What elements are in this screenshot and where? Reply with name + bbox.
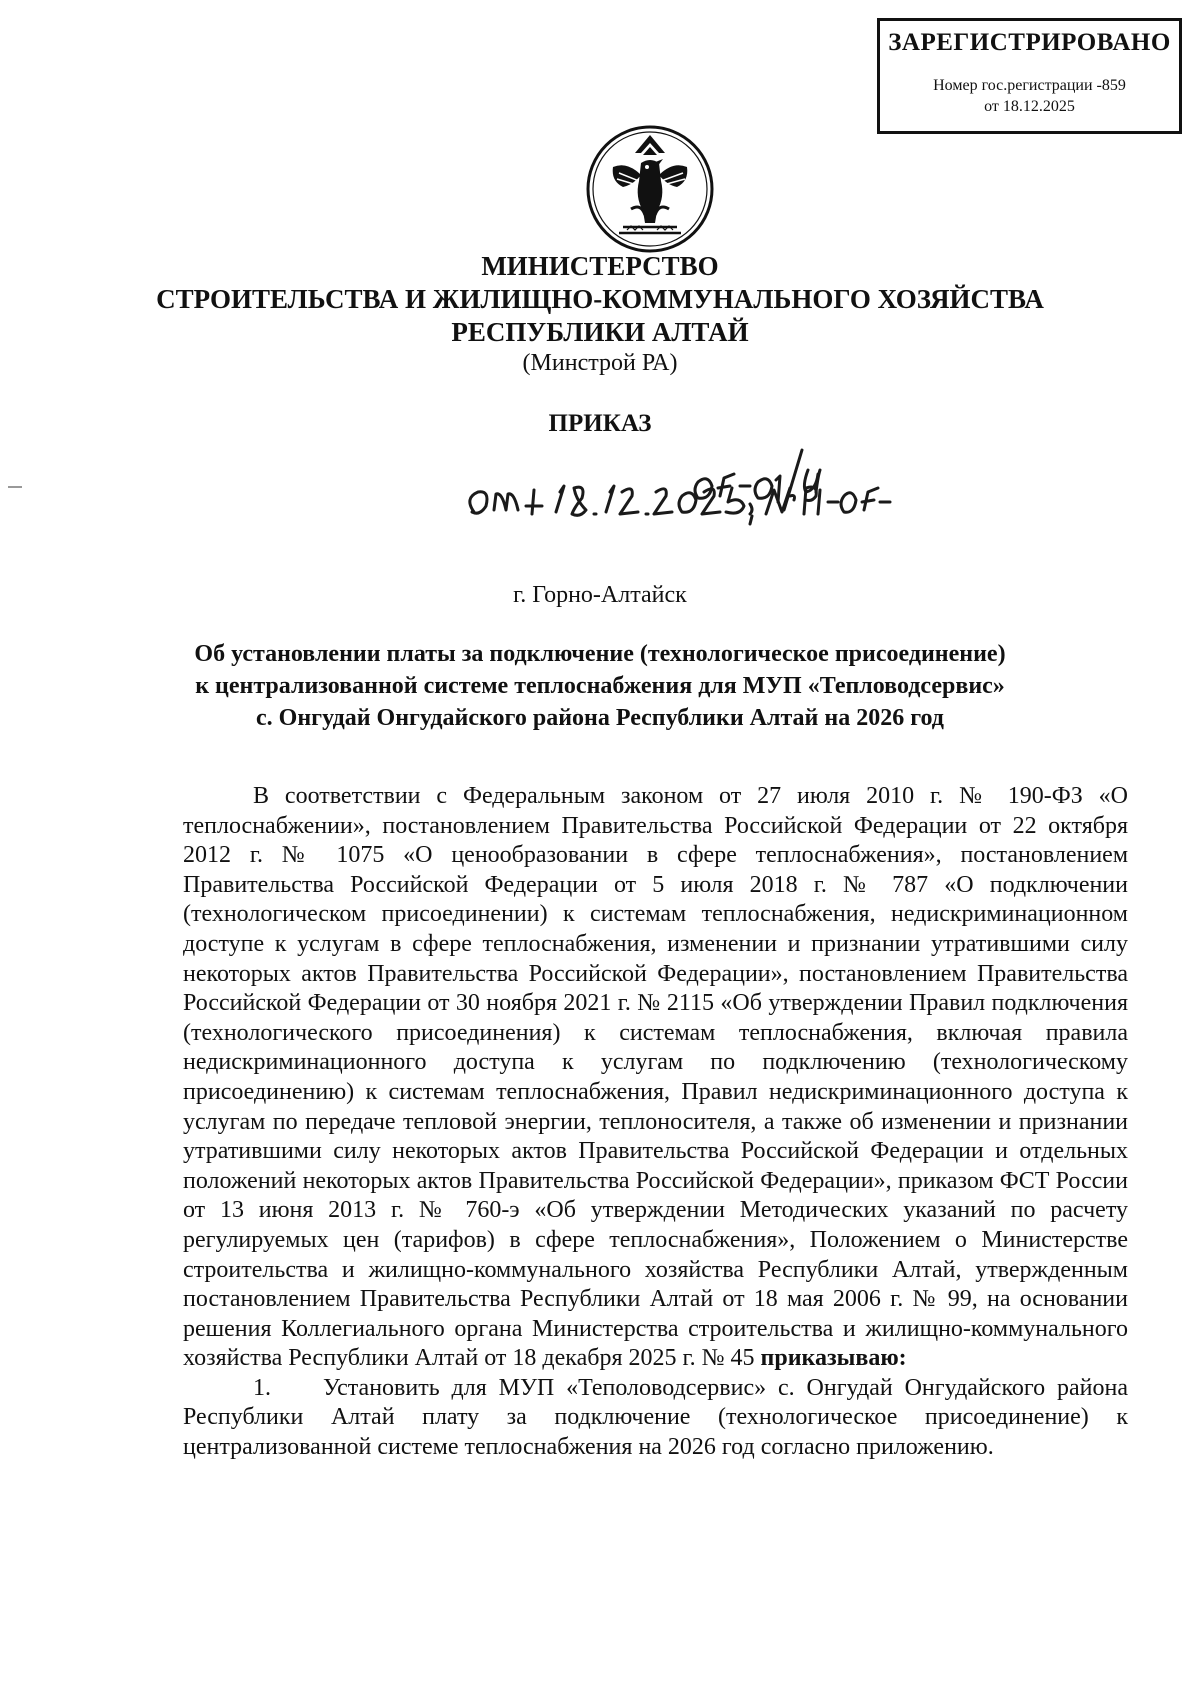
order-title: ПРИКАЗ: [548, 410, 652, 437]
handwritten-number-suffix: [690, 446, 830, 516]
scan-margin-mark: [8, 486, 22, 488]
subject-line-2: к централизованной системе теплоснабжения для МУП «Тепловодсервис»: [195, 673, 1005, 699]
ministry-line-2: СТРОИТЕЛЬСТВА И ЖИЛИЩНО-КОММУНАЛЬНОГО ХОЗЯЙСТВА: [156, 284, 1044, 314]
handwritten-date-number: [460, 470, 900, 540]
preamble-text: В соответствии с Федеральным законом от 27 июля 2010 г. № 190-ФЗ «О теплоснабжении», постановлением Правительства Российской Федерации от 22 октября 2012 г. № 1075 «О ценообразовании в сфере теплоснабжения», постановлением Правительства Российской Федерации от 5 июля 2018 г. № 787 «О подключении (технологическом присоединении) к системам теплоснабжения, недискриминационном доступе к услугам в сфере теплоснабжения, изменении и признании утратившими силу некоторых актов Правительства Российской Федерации», постановлением Правительства Российской Федерации от 30 ноября 2021 г. № 2115 «Об утверждении Правил подключения (технологического присоединения) к системам теплоснабжения, включая правила недискриминационного доступа к услугам по подключению (технологическому присоединению) к системам теплоснабжения, Правил недискриминационного доступа к услугам по передаче тепловой энергии, теплоносителя, а также об изменении и признании утратившими силу некоторых актов Правительства Российской Федерации и отдельных положений некоторых актов Правительства Российской Федерации», приказом ФСТ России от 13 июня 2013 г. № 760-э «Об утверждении Методических указаний по расчету регулируемых цен (тарифов) в сфере теплоснабжения», Положением о Министерстве строительства и жилищно-коммунального хозяйства Республики Алтай, утвержденным постановлением Правительства Республики Алтай от 18 мая 2006 г. № 99, на основании решения Коллегиального органа Министерства строительства и жилищно-коммунального хозяйства Республики Алтай от 18 декабря 2025 г. № 45: [183, 783, 1128, 1372]
subject-line-3: с. Онгудай Онгудайского района Республики Алтай на 2026 год: [256, 705, 944, 731]
item-1: [183, 1374, 1128, 1463]
preamble-paragraph: [183, 782, 1128, 1374]
stamp-registration-date: от 18.12.2025: [984, 98, 1075, 115]
ministry-line-1: МИНИСТЕРСТВО: [481, 251, 719, 281]
order-body: [183, 782, 1128, 1463]
ministry-line-3: РЕСПУБЛИКИ АЛТАЙ: [451, 317, 749, 347]
stamp-title: ЗАРЕГИСТРИРОВАНО: [888, 29, 1171, 56]
item-1-text: Установить для МУП «Теполоводсервис» с. Онгудай Онгудайского района Республики Алтай плату за подключение (технологическое присоединение) к централизованной системе теплоснабжения на 2026 год согласно приложению.: [183, 1374, 1128, 1461]
decree-word: приказываю:: [760, 1345, 907, 1372]
city: г. Горно-Алтайск: [513, 582, 687, 608]
stamp-registration-number: Номер гос.регистрации -859: [933, 77, 1126, 94]
ministry-short-name: (Минстрой РА): [522, 350, 678, 376]
ministry-name: [0, 250, 1200, 349]
coat-of-arms-altai-icon: [583, 123, 717, 255]
order-subject: [0, 638, 1200, 734]
registration-stamp: [877, 18, 1182, 134]
subject-line-1: Об установлении платы за подключение (технологическое присоединение): [194, 641, 1006, 667]
item-1-number: 1.: [253, 1374, 271, 1401]
